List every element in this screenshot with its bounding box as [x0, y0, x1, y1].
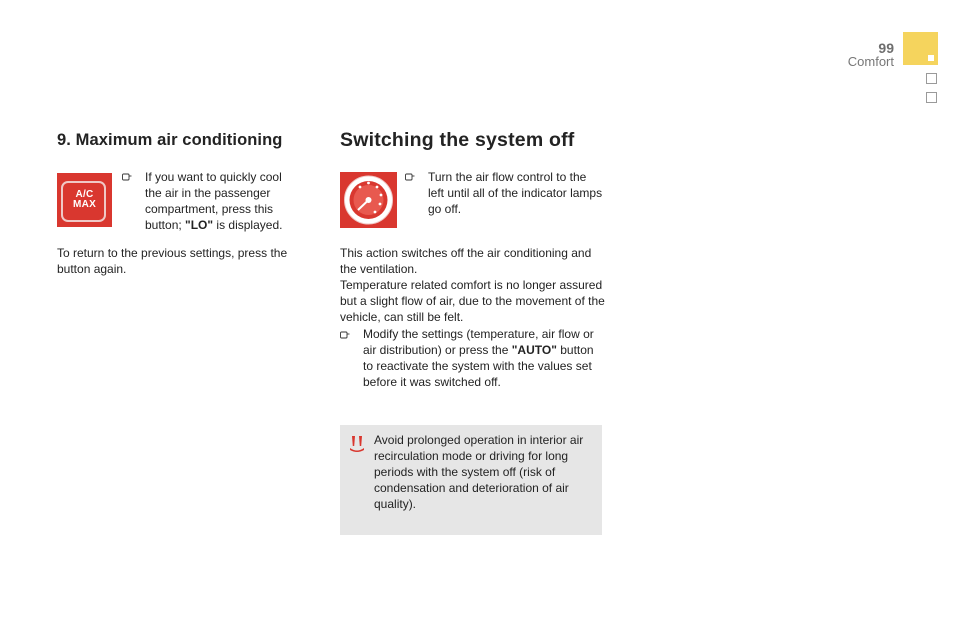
- warning-text: Avoid prolonged operation in interior air recirculation mode or driving for long periods with the system off (risk of condensation and deterioration of air quality).: [374, 433, 584, 511]
- return-instruction: To return to the previous settings, press the button again.: [57, 246, 288, 276]
- exclamation-icon: [349, 435, 365, 453]
- comfort-text: Temperature related comfort is no longer assured but a slight flow of air, due to the movement of the vehicle, can still be felt.: [340, 278, 605, 324]
- section-title: Comfort: [847, 54, 894, 69]
- section-tab-empty[interactable]: [926, 92, 937, 103]
- pointing-hand-icon: [340, 330, 350, 342]
- auto-label: "AUTO": [511, 343, 557, 357]
- section-tab-empty[interactable]: [926, 73, 937, 84]
- section-tab-active[interactable]: [903, 32, 938, 65]
- max-label: MAX: [72, 199, 97, 210]
- tab-marker-icon: [928, 55, 934, 61]
- pointing-hand-icon: [122, 172, 132, 184]
- reactivate-instruction: Modify the settings (temperature, air flow or air distribution) or press the "AUTO" button to reactivate the system with the values set before it was switched off.: [363, 327, 594, 389]
- lo-label: "LO": [185, 218, 214, 232]
- switch-off-heading: Switching the system off: [340, 129, 575, 151]
- action-text: This action switches off the air conditioning and the ventilation.: [340, 246, 592, 276]
- pointing-hand-icon: [405, 172, 415, 184]
- switch-off-description: [340, 245, 605, 325]
- ac-label: A/C: [75, 189, 94, 200]
- page-number: 99: [878, 40, 894, 56]
- air-flow-dial-icon: [340, 172, 397, 228]
- max-ac-instruction: If you want to quickly cool the air in the passenger compartment, press this button; "LO" is displayed.: [145, 170, 283, 232]
- max-ac-heading: 9. Maximum air conditioning: [57, 131, 283, 149]
- turn-off-instruction: Turn the air flow control to the left until all of the indicator lamps go off.: [428, 170, 603, 216]
- ac-max-button-icon: [57, 173, 112, 227]
